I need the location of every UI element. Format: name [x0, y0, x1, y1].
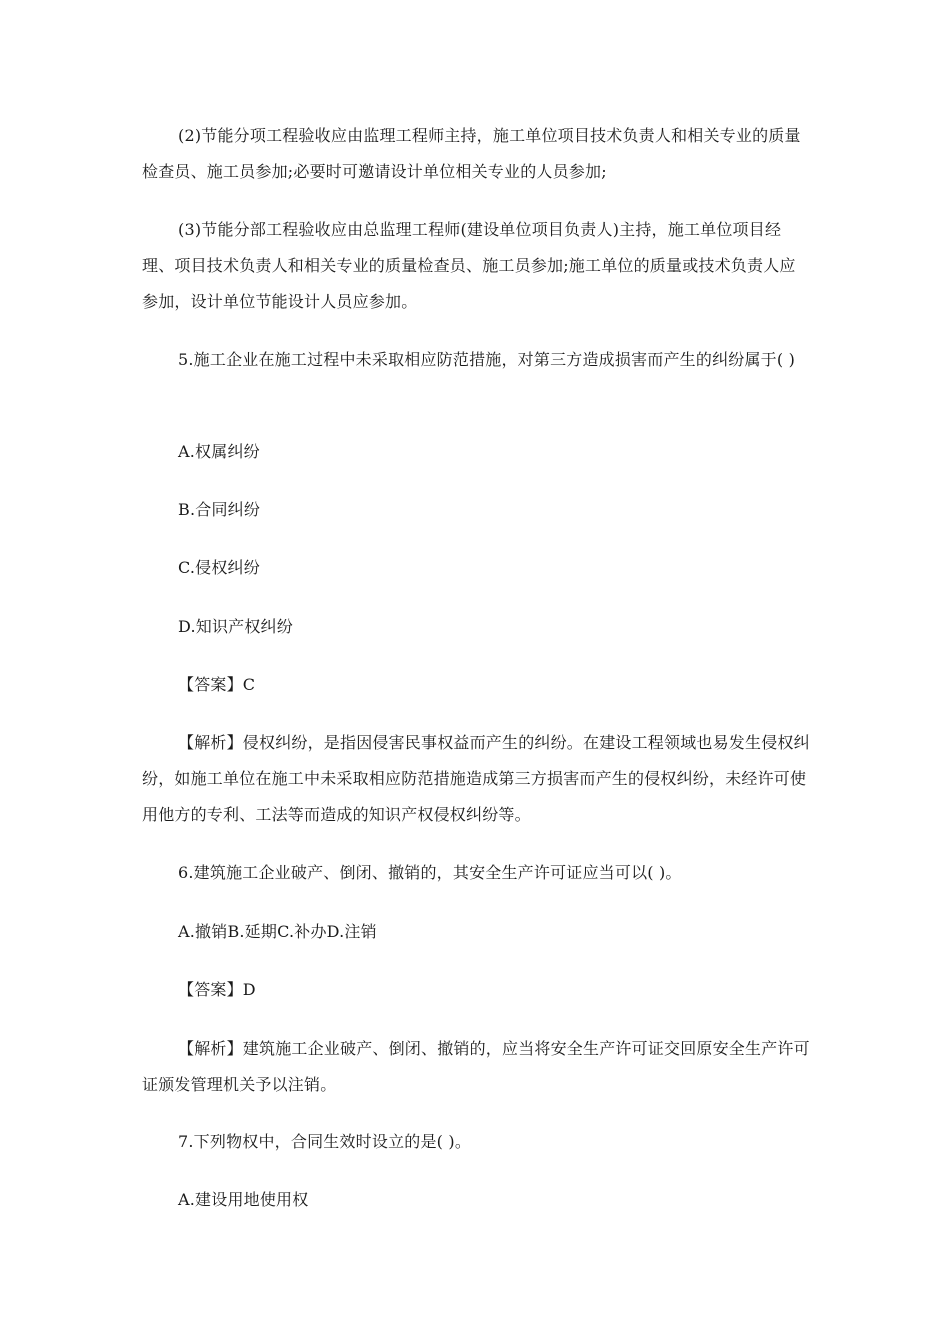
question-6-analysis: 【解析】建筑施工企业破产、倒闭、撤销的，应当将安全生产许可证交回原安全生产许可证颁发管理机关予以注销。 [142, 1039, 810, 1094]
question-5-option-b: B.合同纠纷 [178, 500, 261, 519]
question-6: 6.建筑施工企业破产、倒闭、撤销的，其安全生产许可证应当可以( )。 [178, 863, 682, 882]
question-7: 7.下列物权中，合同生效时设立的是( )。 [178, 1132, 472, 1151]
question-5-analysis: 【解析】侵权纠纷，是指因侵害民事权益而产生的纠纷。在建设工程领域也易发生侵权纠纷，如施工单位在施工中未采取相应防范措施造成第三方损害而产生的侵权纠纷，未经许可使用他方的专利、工法等而造成的知识产权侵权纠纷等。 [142, 733, 810, 824]
paragraph-item-3: (3)节能分部工程验收应由总监理工程师(建设单位项目负责人)主持，施工单位项目经理、项目技术负责人和相关专业的质量检查员、施工员参加;施工单位的质量或技术负责人应参加，设计单位节能设计人员应参加。 [142, 220, 796, 311]
question-7-option-a: A.建设用地使用权 [178, 1190, 309, 1209]
question-5-option-d: D.知识产权纠纷 [178, 617, 293, 636]
question-5: 5.施工企业在施工过程中未采取相应防范措施，对第三方造成损害而产生的纠纷属于( ) [178, 350, 796, 369]
paragraph-item-2: (2)节能分项工程验收应由监理工程师主持，施工单位项目技术负责人和相关专业的质量检查员、施工员参加;必要时可邀请设计单位相关专业的人员参加; [142, 126, 801, 181]
question-6-options: A.撤销B.延期C.补办D.注销 [178, 922, 377, 941]
question-6-answer: 【答案】D [178, 980, 256, 999]
question-5-option-c: C.侵权纠纷 [178, 558, 260, 577]
question-5-answer: 【答案】C [178, 675, 256, 694]
question-5-option-a: A.权属纠纷 [178, 442, 260, 461]
